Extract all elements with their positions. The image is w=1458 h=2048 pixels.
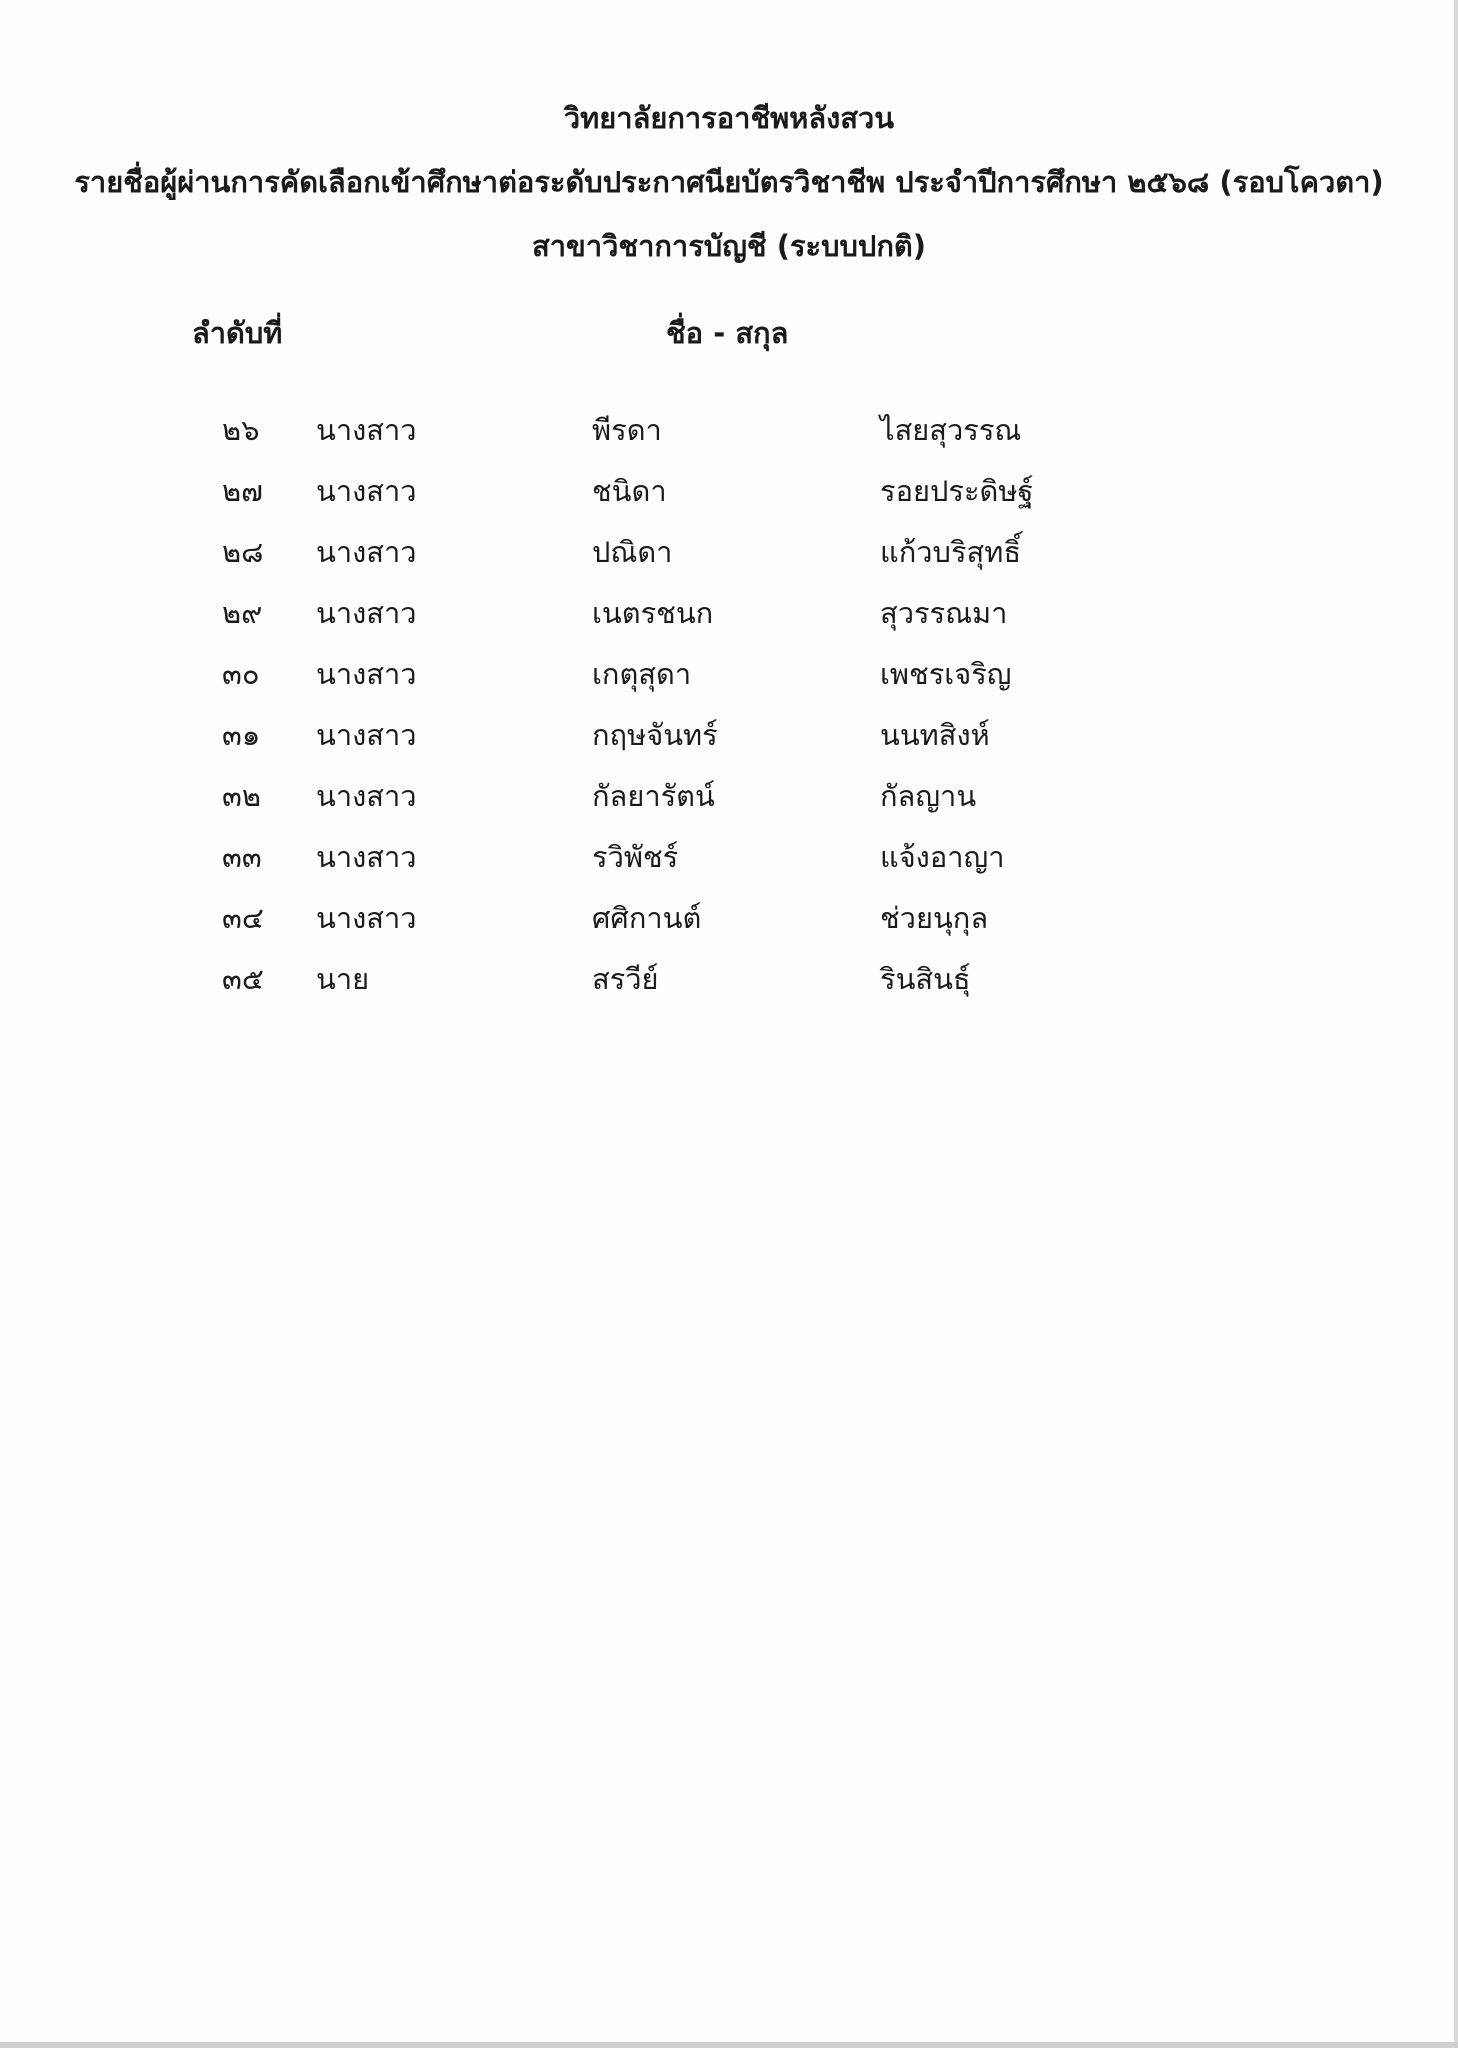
row-last-name: กัลญาน bbox=[880, 779, 977, 813]
row-title: นางสาว bbox=[316, 901, 417, 935]
list-item bbox=[0, 768, 1458, 829]
column-header-number: ลำดับที่ bbox=[192, 316, 283, 350]
row-first-name: เนตรชนก bbox=[592, 596, 714, 630]
list-item bbox=[0, 402, 1458, 463]
row-last-name: แก้วบริสุทธิ์ bbox=[880, 535, 1022, 569]
list-item bbox=[0, 951, 1458, 1012]
institution-name: วิทยาลัยการอาชีพหลังสวน bbox=[563, 101, 895, 135]
row-first-name: ชนิดา bbox=[592, 474, 667, 508]
row-title: นางสาว bbox=[316, 474, 417, 508]
row-last-name: แจ้งอาญา bbox=[880, 840, 1005, 874]
row-title: นางสาว bbox=[316, 596, 417, 630]
row-last-name: รินสินธุ์ bbox=[880, 962, 971, 996]
list-item bbox=[0, 829, 1458, 890]
row-number: ๓๒ bbox=[222, 779, 261, 813]
row-first-name: รวิพัชร์ bbox=[592, 840, 679, 874]
row-first-name: พีรดา bbox=[592, 413, 662, 447]
row-number: ๒๘ bbox=[222, 535, 264, 569]
list-item bbox=[0, 585, 1458, 646]
row-first-name: สรวีย์ bbox=[592, 962, 659, 996]
row-number: ๒๗ bbox=[222, 474, 263, 508]
row-number: ๓๑ bbox=[222, 718, 261, 752]
row-first-name: ปณิดา bbox=[592, 535, 673, 569]
row-title: นางสาว bbox=[316, 779, 417, 813]
row-number: ๓๕ bbox=[222, 962, 264, 996]
list-item bbox=[0, 890, 1458, 951]
row-number: ๒๖ bbox=[222, 413, 260, 447]
row-title: นางสาว bbox=[316, 718, 417, 752]
row-number: ๓๐ bbox=[222, 657, 260, 691]
list-item bbox=[0, 524, 1458, 585]
row-title: นางสาว bbox=[316, 413, 417, 447]
row-first-name: ศศิกานต์ bbox=[592, 901, 702, 935]
list-item bbox=[0, 463, 1458, 524]
row-title: นางสาว bbox=[316, 840, 417, 874]
row-last-name: ช่วยนุกุล bbox=[880, 901, 989, 935]
column-header-name: ชื่อ - สกุล bbox=[666, 316, 789, 350]
list-item bbox=[0, 646, 1458, 707]
row-title: นางสาว bbox=[316, 535, 417, 569]
row-number: ๓๔ bbox=[222, 901, 264, 935]
list-item bbox=[0, 707, 1458, 768]
row-title: นางสาว bbox=[316, 657, 417, 691]
row-number: ๒๙ bbox=[222, 596, 263, 630]
row-first-name: กัลยารัตน์ bbox=[592, 779, 715, 813]
page-edge-right bbox=[1454, 0, 1458, 2048]
page-edge-bottom bbox=[0, 2042, 1458, 2048]
document-title: รายชื่อผู้ผ่านการคัดเลือกเข้าศึกษาต่อระดับประกาศนียบัตรวิชาชีพ ประจำปีการศึกษา ๒๕๖๘ (รอบโควตา) bbox=[74, 165, 1384, 199]
row-last-name: สุวรรณมา bbox=[880, 596, 1008, 630]
row-last-name: นนทสิงห์ bbox=[880, 718, 990, 752]
document-header bbox=[0, 86, 1458, 278]
row-first-name: กฤษจันทร์ bbox=[592, 718, 718, 752]
row-last-name: ไสยสุวรรณ bbox=[880, 413, 1022, 447]
row-last-name: เพชรเจริญ bbox=[880, 657, 1012, 691]
row-number: ๓๓ bbox=[222, 840, 262, 874]
row-last-name: รอยประดิษฐ์ bbox=[880, 474, 1034, 508]
name-list bbox=[0, 402, 1458, 1012]
row-first-name: เกตุสุดา bbox=[592, 657, 692, 691]
program-name: สาขาวิชาการบัญชี (ระบบปกติ) bbox=[532, 229, 926, 263]
row-title: นาย bbox=[316, 962, 370, 996]
